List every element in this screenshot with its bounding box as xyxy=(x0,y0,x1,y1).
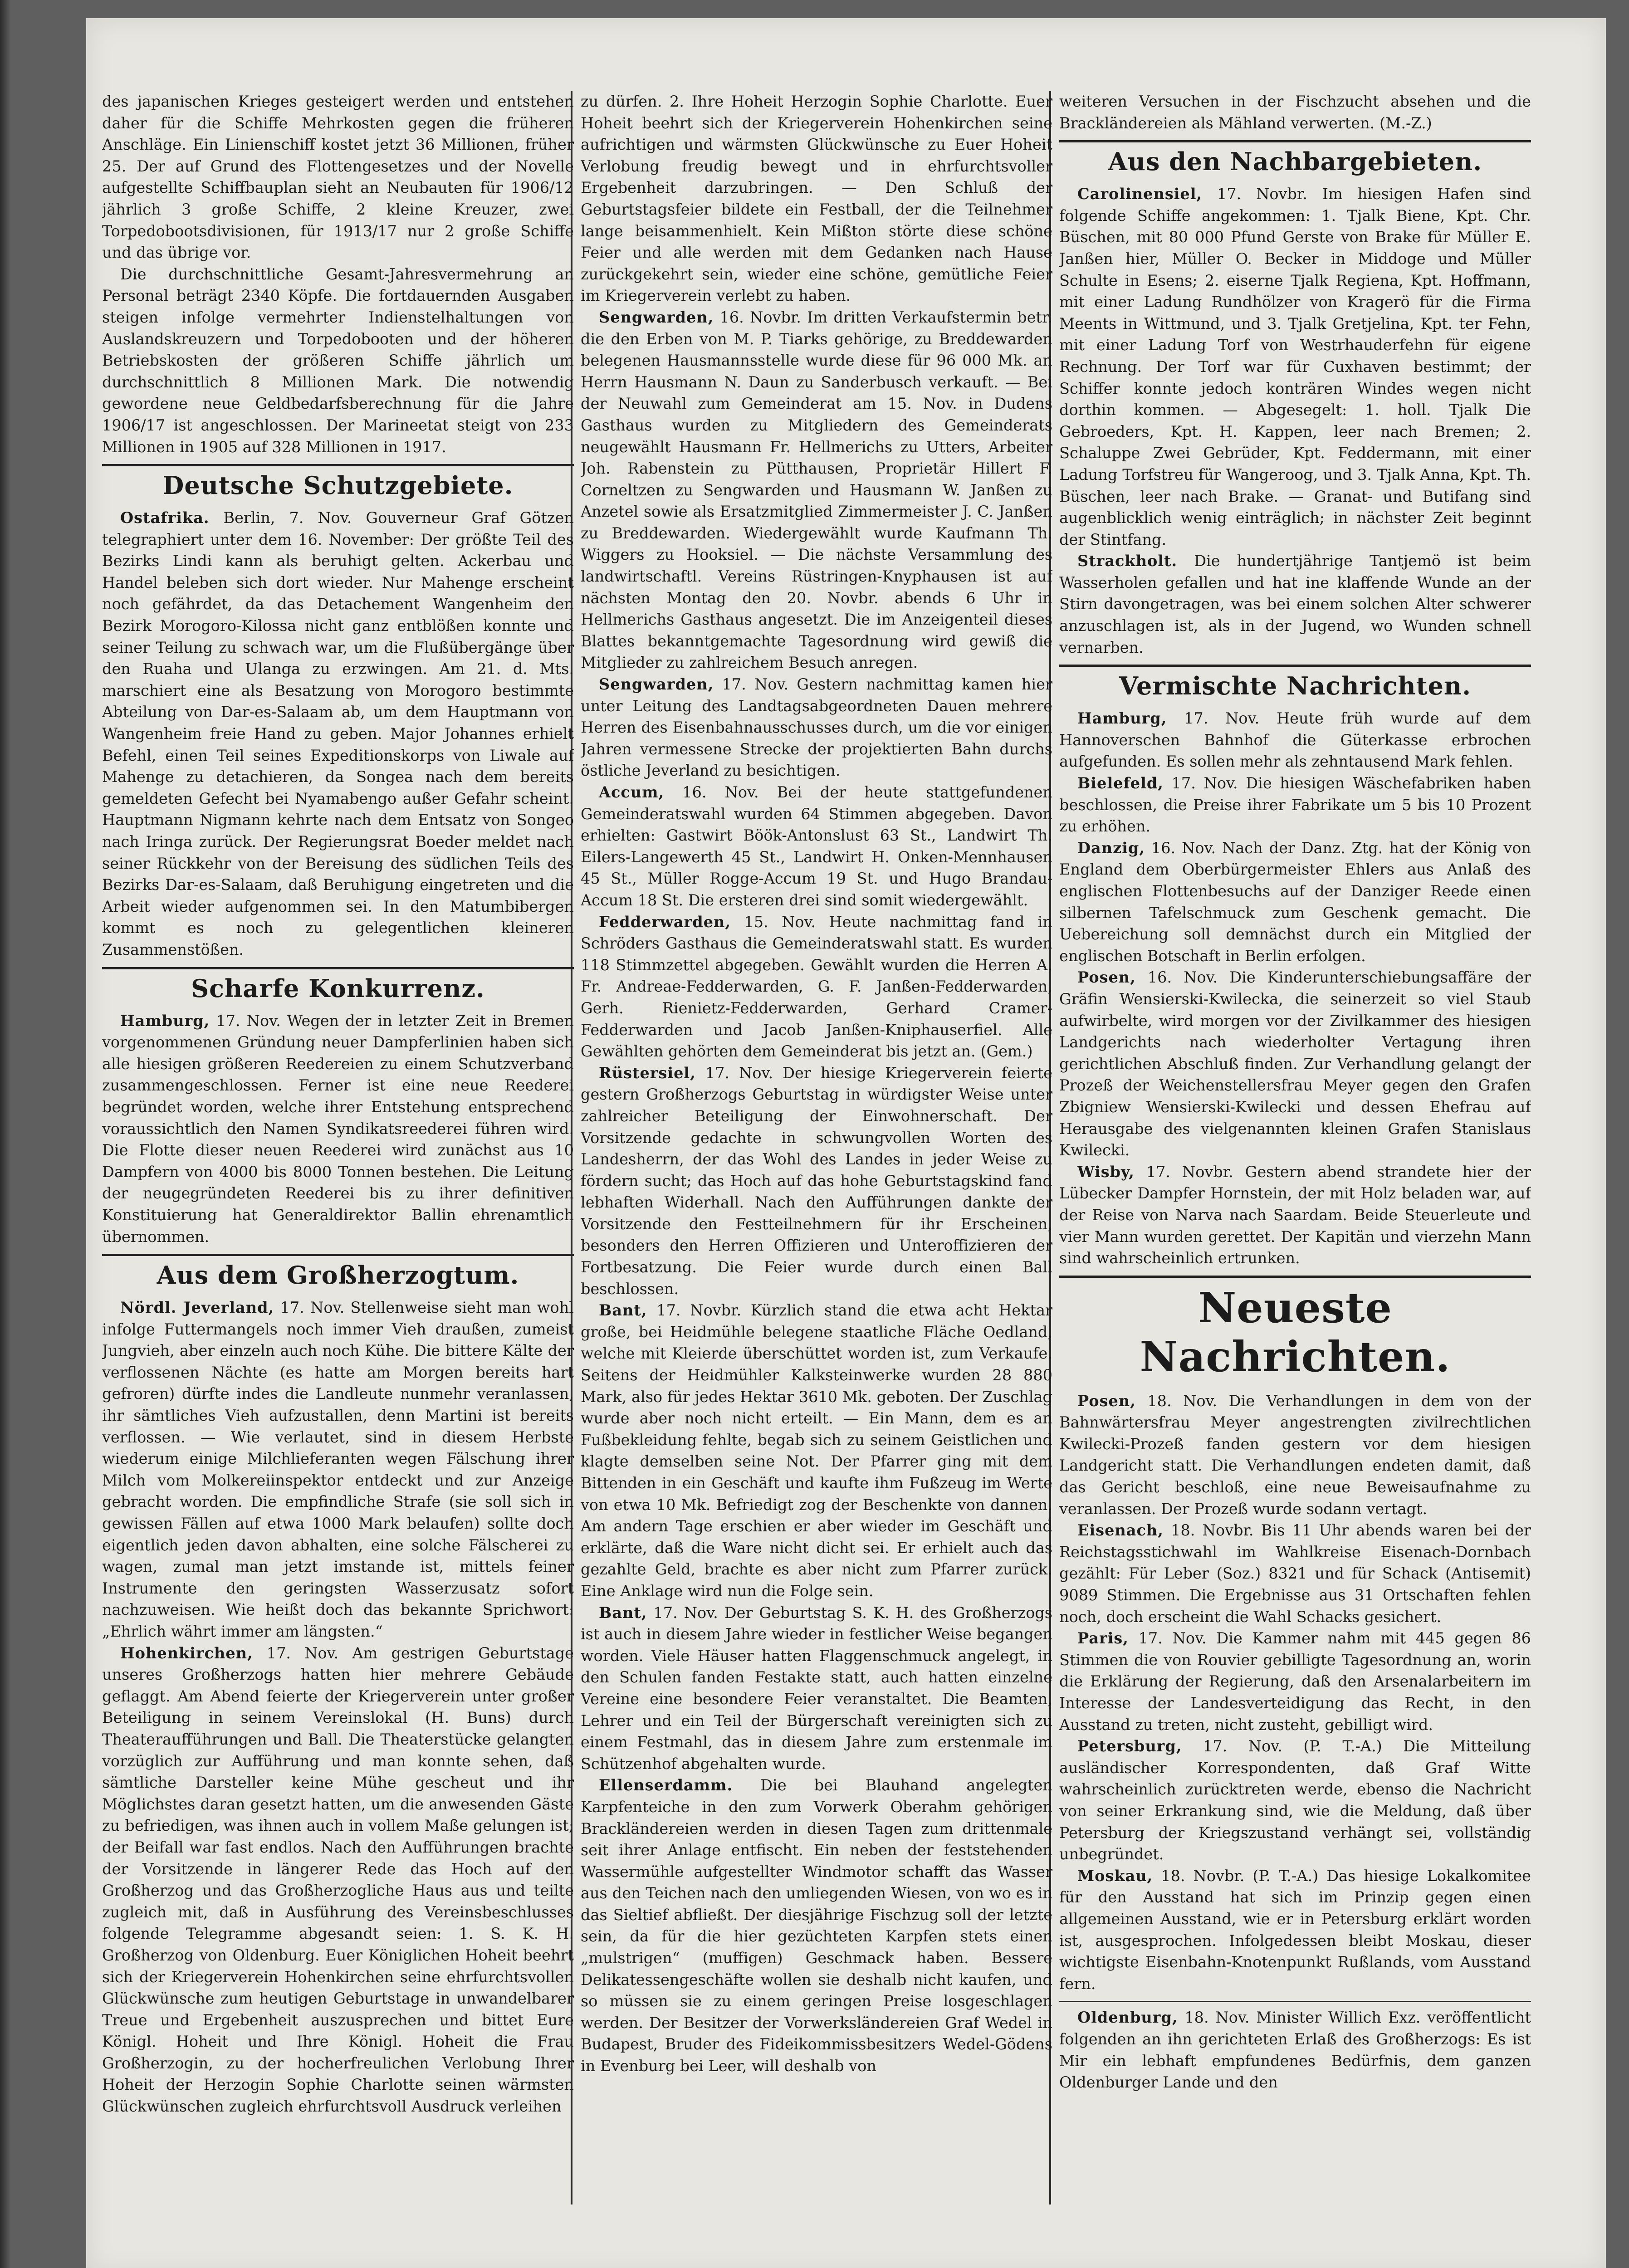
news-item xyxy=(1059,1865,1531,1995)
column-2 xyxy=(581,91,1052,2204)
section-rule xyxy=(1059,140,1531,142)
section-rule xyxy=(1059,2001,1531,2002)
news-text: 17. Novbr. Im hiesigen Hafen sind folgende Schiffe angekommen: 1. Tjalk Biene, Kpt. Chr. Büschen, mit 80 000 Pfund Gerste von Brake für Müller E. Janßen hier, Müller O. Becker in Middoge und Müller Schulte in Esens; 2. eiserne Tjalk Regiena, Kpt. Hoffmann, mit einer Ladung Rundhölzer von Kragerö für die Firma Meents in Wittmund, und 3. Tjalk Gretjelina, Kpt. ter Fehn, mit einer Ladung Torf von Westrhauderfehn für eigene Rechnung. Der Torf war für Cuxhaven bestimmt; der Schiffer konnte jedoch konträren Windes wegen nicht dorthin kommen. — Abgesegelt: 1. holl. Tjalk Die Gebroeders, Kpt. H. Kappen, leer nach Bremen; 2. Schaluppe Zwei Gebrüder, Kpt. Feddermann, mit einer Ladung Torfstreu für Wangeroog, und 3. Tjalk Anna, Kpt. Th. Büschen, leer nach Brake. — Granat- und Butifang sind augenblicklich wenig einträglich; in nächster Zeit beginnt der Stintfang. xyxy=(1059,185,1531,548)
news-text: 17. Novbr. Gestern abend strandete hier der Lübecker Dampfer Hornstein, der mit Holz beladen war, auf der Reise von Narva nach Saardam. Beide Steuerleute und vier Mann wurden gerettet. Der Kapitän und vierzehn Mann sind wahrscheinlich ertrunken. xyxy=(1059,1163,1531,1267)
news-item xyxy=(1059,1161,1531,1269)
dateline: Sengwarden, xyxy=(599,308,714,326)
news-item xyxy=(1059,1628,1531,1735)
news-text: 17. Nov. Der hiesige Kriegerverein feierte gestern Großherzogs Geburtstag in würdigster Weise unter zahlreicher Beteiligung der Einwohnerschaft. Der Vorsitzende gedachte in schwungvollen Worten des Landesherrn, der das Wohl des Landes in jeder Weise zu fördern sucht; das Hoch auf das hohe Geburtstagskind fand lebhaften Widerhall. Nach den Aufführungen dankte der Vorsitzende den Festteilnehmern für ihr Erscheinen, besonders den Herren Offizieren und Unteroffizieren der Fortbesatzung. Die Feier wurde durch einen Ball beschlossen. xyxy=(581,1064,1052,1298)
dateline: Bant, xyxy=(599,1301,647,1320)
news-text: 18. Novbr. Bis 11 Uhr abends waren bei der Reichstagsstichwahl im Wahlkreise Eisenach-Dornbach gezählt: Für Leber (Soz.) 8321 und für Schack (Antisemit) 9089 Stimmen. Die Ergebnisse aus 31 Ortschaften fehlen noch, doch erscheint die Wahl Schacks gesichert. xyxy=(1059,1521,1531,1626)
news-item xyxy=(581,1602,1052,1775)
news-text: 17. Nov. Heute früh wurde auf dem Hannoverschen Bahnhof die Güterkasse erbrochen aufgefunden. Es sollen mehr als zehntausend Mark fehlen. xyxy=(1059,709,1531,771)
dateline: Hamburg, xyxy=(1077,709,1167,728)
dateline: Carolinensiel, xyxy=(1077,185,1203,203)
dateline: Eisenach, xyxy=(1077,1521,1164,1540)
article-continuation: zu dürfen. 2. Ihre Hoheit Herzogin Sophie Charlotte. Euer Hoheit beehrt sich der Kriegerverein Hohenkirchen seine aufrichtigen und wärmsten Glückwünsche zu Euer Hoheit Verlobung freudig bewegt und in ehrfurchtsvoller Ergebenheit darzubringen. — Den Schluß der Geburtstagsfeier bildete ein Festball, der die Teilnehmer lange beisammenhielt. Kein Mißton störte diese schöne Feier und alle werden mit dem Gedanken nach Hause zurückgekehrt sein, wieder eine schöne, gemütliche Feier im Kriegerverein verlebt zu haben. xyxy=(581,93,1052,305)
news-item xyxy=(1059,837,1531,967)
news-item xyxy=(1059,1735,1531,1865)
news-item xyxy=(102,507,574,960)
news-text: Die hundertjährige Tantjemö ist beim Wasserholen gefallen und hat ine klaffende Wunde an der Stirn davongetragen, was bei einem solchen Alter schwerer anzuschlagen ist, als in der Jugend, wo Wunden schnell vernarben. xyxy=(1059,552,1531,656)
news-text: 17. Nov. Stellenweise sieht man wohl infolge Futtermangels noch immer Vieh draußen, zumeist Jungvieh, aber einzeln auch noch Kühe. Die bittere Kälte der verflossenen Nächte (es hatte am Morgen bereits hart gefroren) dürfte indes die Landleute nunmehr veranlassen, ihr sämtliches Vieh aufzustallen, denn Martini ist bereits verflossen. — Wie verlautet, sind in diesem Herbste wiederum einige Milchlieferanten wegen Fälschung ihrer Milch vom Molkereiinspektor entdeckt und zur Anzeige gebracht worden. Die empfindliche Strafe (sie soll sich in gewissen Fällen auf etwa 1000 Mark belaufen) sollte doch eigentlich jeden davon abhalten, eine solche Fälscherei zu wagen, zumal man jetzt imstande ist, mittels feiner Instrumente den geringsten Wasserzusatz sofort nachzuweisen. Wie heißt doch das bekannte Sprichwort: „Ehrlich währt immer am längsten.“ xyxy=(102,1299,574,1640)
news-item xyxy=(1059,1390,1531,1520)
news-text: 18. Nov. Die Verhandlungen in dem von der Bahnwärtersfrau Meyer angestrengten zivilrechtlichen Kwilecki-Prozeß fanden gestern vor dem hiesigen Landgericht statt. Die Verhandlungen endeten damit, daß das Gericht beschloß, eine neue Beweisaufnahme zu veranlassen. Der Prozeß wurde sodann vertagt. xyxy=(1059,1392,1531,1518)
dateline: Ostafrika. xyxy=(120,509,210,527)
section-rule xyxy=(102,464,574,466)
news-text: Berlin, 7. Nov. Gouverneur Graf Götzen telegraphiert unter dem 16. November: Der größte Teil des Bezirks Lindi kann als beruhigt gelten. Ackerbau und Handel beleben sich dort wieder. Nur Mahenge erscheint noch gefährdet, da das Detachement Wangenheim den Bezirk Morogoro-Kilossa nicht ganz entblößen konnte und seiner Teilung zu schwach war, um die Flußübergänge über den Ruaha und Ulanga zu erzwingen. Am 21. d. Mts. marschiert eine als Besatzung von Morogoro bestimmte Abteilung von Dar-es-Salaam ab, um dem Hauptmann von Wangenheim freie Hand zu geben. Major Johannes erhielt Befehl, einen Teil seines Expeditionskorps von Liwale auf Mahenge zu detachieren, da Songea nach dem bereits gemeldeten Gefecht bei Nyamabengo außer Gefahr scheint. Hauptmann Nigmann kehrte nach dem Entsatz von Songeo nach Iringa zurück. Der Regierungsrat Boeder meldet nach seiner Rückkehr von der Bereisung des südlichen Teils des Bezirks Dar-es-Salaam, daß Beruhigung eingetreten und die Arbeit wieder aufgenommen sei. In den Matumbibergen kommt es noch zu gelegentlichen kleineren Zusammenstößen. xyxy=(102,509,574,958)
dateline: Oldenburg, xyxy=(1077,2009,1178,2027)
dateline: Petersburg, xyxy=(1077,1737,1182,1755)
news-item xyxy=(1059,967,1531,1161)
news-text: 16. Nov. Die Kinderunterschiebungsaffäre der Gräfin Wensierski-Kwilecka, die seinerzeit so viel Staub aufwirbelte, wird morgen vor der Zivilkammer des hiesigen Landgerichts nach wiederholter Vertagung ihren gerichtlichen Abschluß finden. Zur Verhandlung gelangt der Prozeß der Weichenstellersfrau Meyer gegen den Grafen Zbigniew Wensierski-Kwilecki und dessen Ehefrau auf Herausgabe des vielgenannten kleinen Grafen Stanislaus Kwilecki. xyxy=(1059,968,1531,1159)
article-continuation: des japanischen Krieges gesteigert werden und entstehen daher für die Schiffe Mehrkosten gegen die früheren Anschläge. Ein Linienschiff kostet jetzt 36 Millionen, früher 25. Der auf Grund des Flottengesetzes und der Novelle aufgestellte Schiffbauplan sieht an Neubauten für 1906/12 jährlich 3 große Schiffe, 2 kleine Kreuzer, zwei Torpedobootsdivisionen, für 1913/17 nur 2 große Schiffe und das übrige vor. xyxy=(102,93,574,262)
dateline: Ellenserdamm. xyxy=(599,1776,733,1794)
scan-edge xyxy=(0,0,11,2268)
news-text: 17. Nov. Der Geburtstag S. K. H. des Großherzogs ist auch in diesem Jahre wieder in festlicher Weise begangen worden. Viele Häuser hatten Flaggenschmuck angelegt, in den Schulen fanden Festakte statt, auch hatten einzelne Vereine eine besondere Feier veranstaltet. Die Beamten, Lehrer und ein Teil der Bürgerschaft vereinigten sich zu einem Festmahl, das in diesem Jahre zum erstenmale im Schützenhof abgehalten wurde. xyxy=(581,1603,1052,1773)
news-item xyxy=(1059,183,1531,550)
news-item xyxy=(581,674,1052,782)
dateline: Posen, xyxy=(1077,1392,1136,1410)
dateline: Paris, xyxy=(1077,1629,1129,1647)
news-text: 16. Nov. Bei der heute stattgefundenen Gemeinderatswahl wurden 64 Stimmen abgegeben. Davon erhielten: Gastwirt Böök-Antonslust 63 St., Landwirt Th. Eilers-Langewerth 45 St., Landwirt H. Onken-Mennhausen 45 St., Müller Rogge-Accum 19 St. und Hugo Brandau-Accum 18 St. Die ersteren drei sind somit wiedergewählt. xyxy=(581,783,1052,909)
news-item xyxy=(581,307,1052,674)
news-text: 17. Novbr. Kürzlich stand die etwa acht Hektar große, bei Heidmühle belegene staatliche Fläche Oedland, welche mit Kleierde überschüttet worden ist, zum Verkaufe. Seitens der Heidmühler Kalksteinwerke wurden 28 880 Mark, also für jedes Hektar 3610 Mk. geboten. Der Zuschlag wurde aber noch nicht erteilt. — Ein Mann, dem es an Fußbekleidung fehlte, begab sich zu seinem Geistlichen und klagte demselben seine Not. Der Pfarrer ging mit dem Bittenden in ein Geschäft und kaufte ihm Fußzeug im Werte von etwa 10 Mk. Befriedigt zog der Beschenkte von dannen. Am andern Tage erschien er aber wieder im Geschäft und erklärte, daß die Ware nicht dicht sei. Er erhielt auch das gezahlte Geld, brachte es aber nicht zum Pfarrer zurück. Eine Anklage wird nun die Folge sein. xyxy=(581,1301,1052,1600)
news-text: 17. Nov. Wegen der in letzter Zeit in Bremen vorgenommenen Gründung neuer Dampferlinien haben sich alle hiesigen größeren Reedereien zu einem Schutzverband zusammengeschlossen. Ferner ist eine neue Reederei begründet worden, welche ihrer Entstehung entsprechend voraussichtlich den Namen Syndikatsreederei führen wird. Die Flotte dieser neuen Reederei wird zunächst aus 10 Dampfern von 4000 bis 8000 Tonnen bestehen. Die Leitung der neugegründeten Reederei bis zu ihrer definitiven Konstituierung hat Generaldirektor Ballin ehrenamtlich übernommen. xyxy=(102,1012,574,1246)
dateline: Rüstersiel, xyxy=(599,1064,696,1082)
news-text: 17. Nov. Die Kammer nahm mit 445 gegen 86 Stimmen die von Rouvier gebilligte Tagesordnung an, worin die Erklärung der Regierung, daß den Arsenalarbeitern im Interesse der Landesverteidigung das Recht, in den Ausstand zu treten, nicht zusteht, gebilligt wird. xyxy=(1059,1629,1531,1734)
news-item xyxy=(1059,708,1531,772)
news-text: 17. Nov. Am gestrigen Geburtstage unseres Großherzogs hatten hier mehrere Gebäude geflaggt. Am Abend feierte der Kriegerverein unter großer Beteiligung in seinem Vereinslokal (H. Buns) durch Theateraufführungen und Ball. Die Theaterstücke gelangten vorzüglich zur Aufführung und man konnte sehen, daß sämtliche Darsteller keine Mühe gescheut und ihr Möglichstes daran gesetzt hatten, um die anwesenden Gäste zu befriedigen, was ihnen auch in vollem Maße gelungen ist; der Beifall war fast endlos. Nach den Aufführungen brachte der Vorsitzende in längerer Rede das Hoch auf den Großherzog und das Großherzogliche Haus aus und teilte zugleich mit, daß in Ausführung des Vereinsbeschlusses folgende Telegramme abgesandt seien: 1. S. K. H. Großherzog von Oldenburg. Euer Königlichen Hoheit beehrt sich der Kriegerverein Hohenkirchen seine ehrfurchtsvollen Glückwünsche zum heutigen Geburtstage in unwandelbarer Treue und Ergebenheit auszusprechen und bittet Eure Königl. Hoheit und Ihre Königl. Hoheit die Frau Großherzogin, zu der hocherfreulichen Verlobung Ihrer Hoheit der Herzogin Sophie Charlotte seinen wärmsten Glückwünschen zugleich ehrfurchtsvoll Ausdruck verleihen xyxy=(102,1644,574,2116)
dateline: Wisby, xyxy=(1077,1163,1135,1181)
article-paragraph: Die durchschnittliche Gesamt-Jahresvermehrung an Personal beträgt 2340 Köpfe. Die fortdauernden Ausgaben steigen infolge vermehrter Indienstelhaltungen von Auslandskreuzern und Torpedobooten und der höheren Betriebskosten der größeren Schiffe jährlich um durchschnittlich 8 Millionen Mark. Die notwendig gewordene neue Geldbedarfsberechnung für die Jahre 1906/17 ist angeschlossen. Der Marineetat steigt von 233 Millionen in 1905 auf 328 Millionen in 1917. xyxy=(102,265,574,456)
news-item xyxy=(102,1297,574,1642)
news-text: 16. Novbr. Im dritten Verkaufstermin betr. die den Erben von M. P. Tiarks gehörige, zu Breddewarden belegenen Hausmannsstelle wurde diese für 96 000 Mk. an Herrn Hausmann N. Daun zu Sanderbusch verkauft. — Bei der Neuwahl zum Gemeinderat am 15. Nov. in Dudens Gasthaus wurden zu Mitgliedern des Gemeinderats neugewählt Hausmann Fr. Hellmerichs zu Utters, Arbeiter Joh. Rabenstein zu Pütthausen, Proprietär Hillert F. Corneltzen zu Sengwarden und Hausmann W. Janßen zu Anzetel sowie als Ersatzmitglied Zimmermeister J. C. Janßen zu Breddewarden. Wiedergewählt wurde Kaufmann Th. Wiggers zu Hooksiel. — Die nächste Versammlung des landwirtschaftl. Vereins Rüstringen-Knyphausen ist auf nächsten Montag den 20. Novbr. abends 6 Uhr in Hellmerichs Gasthaus angesetzt. Die im Anzeigenteil dieses Blattes bekanntgemachte Tagesordnung wird gewiß die Mitglieder zu zahlreichem Besuch anregen. xyxy=(581,308,1052,672)
dateline: Nördl. Jeverland, xyxy=(120,1299,274,1317)
news-item xyxy=(581,1062,1052,1300)
dateline: Bant, xyxy=(599,1603,647,1622)
news-text: Die bei Blauhand angelegten Karpfenteiche in den zum Vorwerk Oberahm gehörigen Brackländereien werden in diesen Tagen zum drittenmale seit ihrer Anlage entfischt. Ein neben der feststehenden Wassermühle aufgestellter Windmotor schafft das Wasser aus den Teichen nach den umliegenden Wiesen, von wo es in das Sieltief abfließt. Der diesjährige Fischzug soll der letzte sein, da für die hier gezüchteten Karpfen stets einen „mulstrigen“ (muffigen) Geschmack haben. Bessere Delikatessengeschäfte wollen sie deshalb nicht kaufen, und so müssen sie zu einem geringen Preise losgeschlagen werden. Der Besitzer der Vorwerksländereien Graf Wedel in Budapest, Bruder des Fideikommissbesitzers Wedel-Gödens in Evenburg bei Leer, will deshalb von xyxy=(581,1776,1052,2075)
section-heading: Deutsche Schutzgebiete. xyxy=(162,471,514,500)
column-1 xyxy=(102,91,574,2204)
news-text: 17. Nov. Die hiesigen Wäschefabriken haben beschlossen, die Preise ihrer Fabrikate um 5 bis 10 Prozent zu erhöhen. xyxy=(1059,774,1531,836)
section-heading-large: Neueste Nachrichten. xyxy=(1140,1283,1451,1381)
dateline: Bielefeld, xyxy=(1077,774,1164,792)
news-item xyxy=(1059,1520,1531,1628)
dateline: Strackholt. xyxy=(1077,552,1178,570)
dateline: Fedderwarden, xyxy=(599,913,731,931)
news-text: 18. Novbr. (P. T.-A.) Das hiesige Lokalkomitee für den Ausstand hat sich im Prinzip gegen einen allgemeinen Ausstand, wie er in Petersburg erklärt worden ist, ausgesprochen. Infolgedessen bleibt Moskau, dieser wichtigste Eisenbahn-Knotenpunkt Rußlands, vom Ausstand fern. xyxy=(1059,1867,1531,1993)
section-heading: Scharfe Konkurrenz. xyxy=(191,973,485,1003)
column-3 xyxy=(1059,91,1531,2204)
dateline: Hohenkirchen, xyxy=(120,1644,253,1662)
dateline: Danzig, xyxy=(1077,839,1145,857)
dateline: Sengwarden, xyxy=(599,675,714,694)
dateline: Accum, xyxy=(599,783,665,801)
news-item xyxy=(581,782,1052,911)
section-heading: Vermischte Nachrichten. xyxy=(1119,671,1471,701)
news-text: 17. Nov. Gestern nachmittag kamen hier unter Leitung des Landtagsabgeordneten Dauen mehrere Herren des Eisenbahnausschusses durch, um die vor einigen Jahren vermessene Strecke der projektierten Bahn durchs östliche Jeverland zu besichtigen. xyxy=(581,675,1052,780)
dateline: Hamburg, xyxy=(120,1012,210,1030)
news-text: 17. Nov. (P. T.-A.) Die Mitteilung ausländischer Korrespondenten, daß Graf Witte wahrscheinlich zurücktreten werde, ebenso die Nachricht von seiner Erkrankung sind, wie die Meldung, daß über Petersburg der Kriegszustand verhängt sei, vollständig unbegründet. xyxy=(1059,1737,1531,1863)
section-rule xyxy=(102,967,574,969)
news-item xyxy=(102,1010,574,1248)
section-rule xyxy=(102,1254,574,1256)
news-text: 15. Nov. Heute nachmittag fand in Schröders Gasthaus die Gemeinderatswahl statt. Es wurden 118 Stimmzettel abgegeben. Gewählt wurden die Herren A. Fr. Andreae-Fedderwarden, G. F. Janßen-Fedderwarden, Gerh. Rienietz-Fedderwarden, Gerhard Cramer-Fedderwarden und Jacob Janßen-Kniphauserfiel. Alle Gewählten gehörten dem Gemeinderat bis jetzt an. (Gem.) xyxy=(581,913,1052,1061)
section-rule xyxy=(1059,1276,1531,1278)
section-heading: Aus dem Großherzogtum. xyxy=(157,1261,519,1290)
section-heading: Aus den Nachbargebieten. xyxy=(1108,147,1482,176)
news-item xyxy=(581,1300,1052,1602)
section-rule xyxy=(1059,665,1531,667)
news-item xyxy=(1059,2007,1531,2093)
news-item xyxy=(581,1774,1052,2077)
news-item xyxy=(1059,550,1531,658)
news-text: 18. Nov. Minister Willich Exz. veröffentlicht folgenden an ihn gerichteten Erlaß des Großherzogs: Es ist Mir ein lebhaft empfundenes Bedürfnis, dem ganzen Oldenburger Lande und den xyxy=(1059,2009,1531,2092)
news-item xyxy=(581,911,1052,1062)
news-text: 16. Nov. Nach der Danz. Ztg. hat der König von England dem Oberbürgermeister Ehlers aus Anlaß des englischen Flottenbesuchs auf der Danziger Reede einen silbernen Tafelschmuck zum Geschenk gemacht. Die Uebereichung soll demnächst durch ein Mitglied der englischen Botschaft in Berlin erfolgen. xyxy=(1059,839,1531,965)
article-continuation: weiteren Versuchen in der Fischzucht absehen und die Brackländereien als Mähland verwerten. (M.-Z.) xyxy=(1059,93,1531,132)
dateline: Posen, xyxy=(1077,968,1136,987)
news-item xyxy=(1059,772,1531,837)
dateline: Moskau, xyxy=(1077,1867,1153,1885)
news-item xyxy=(102,1642,574,2117)
